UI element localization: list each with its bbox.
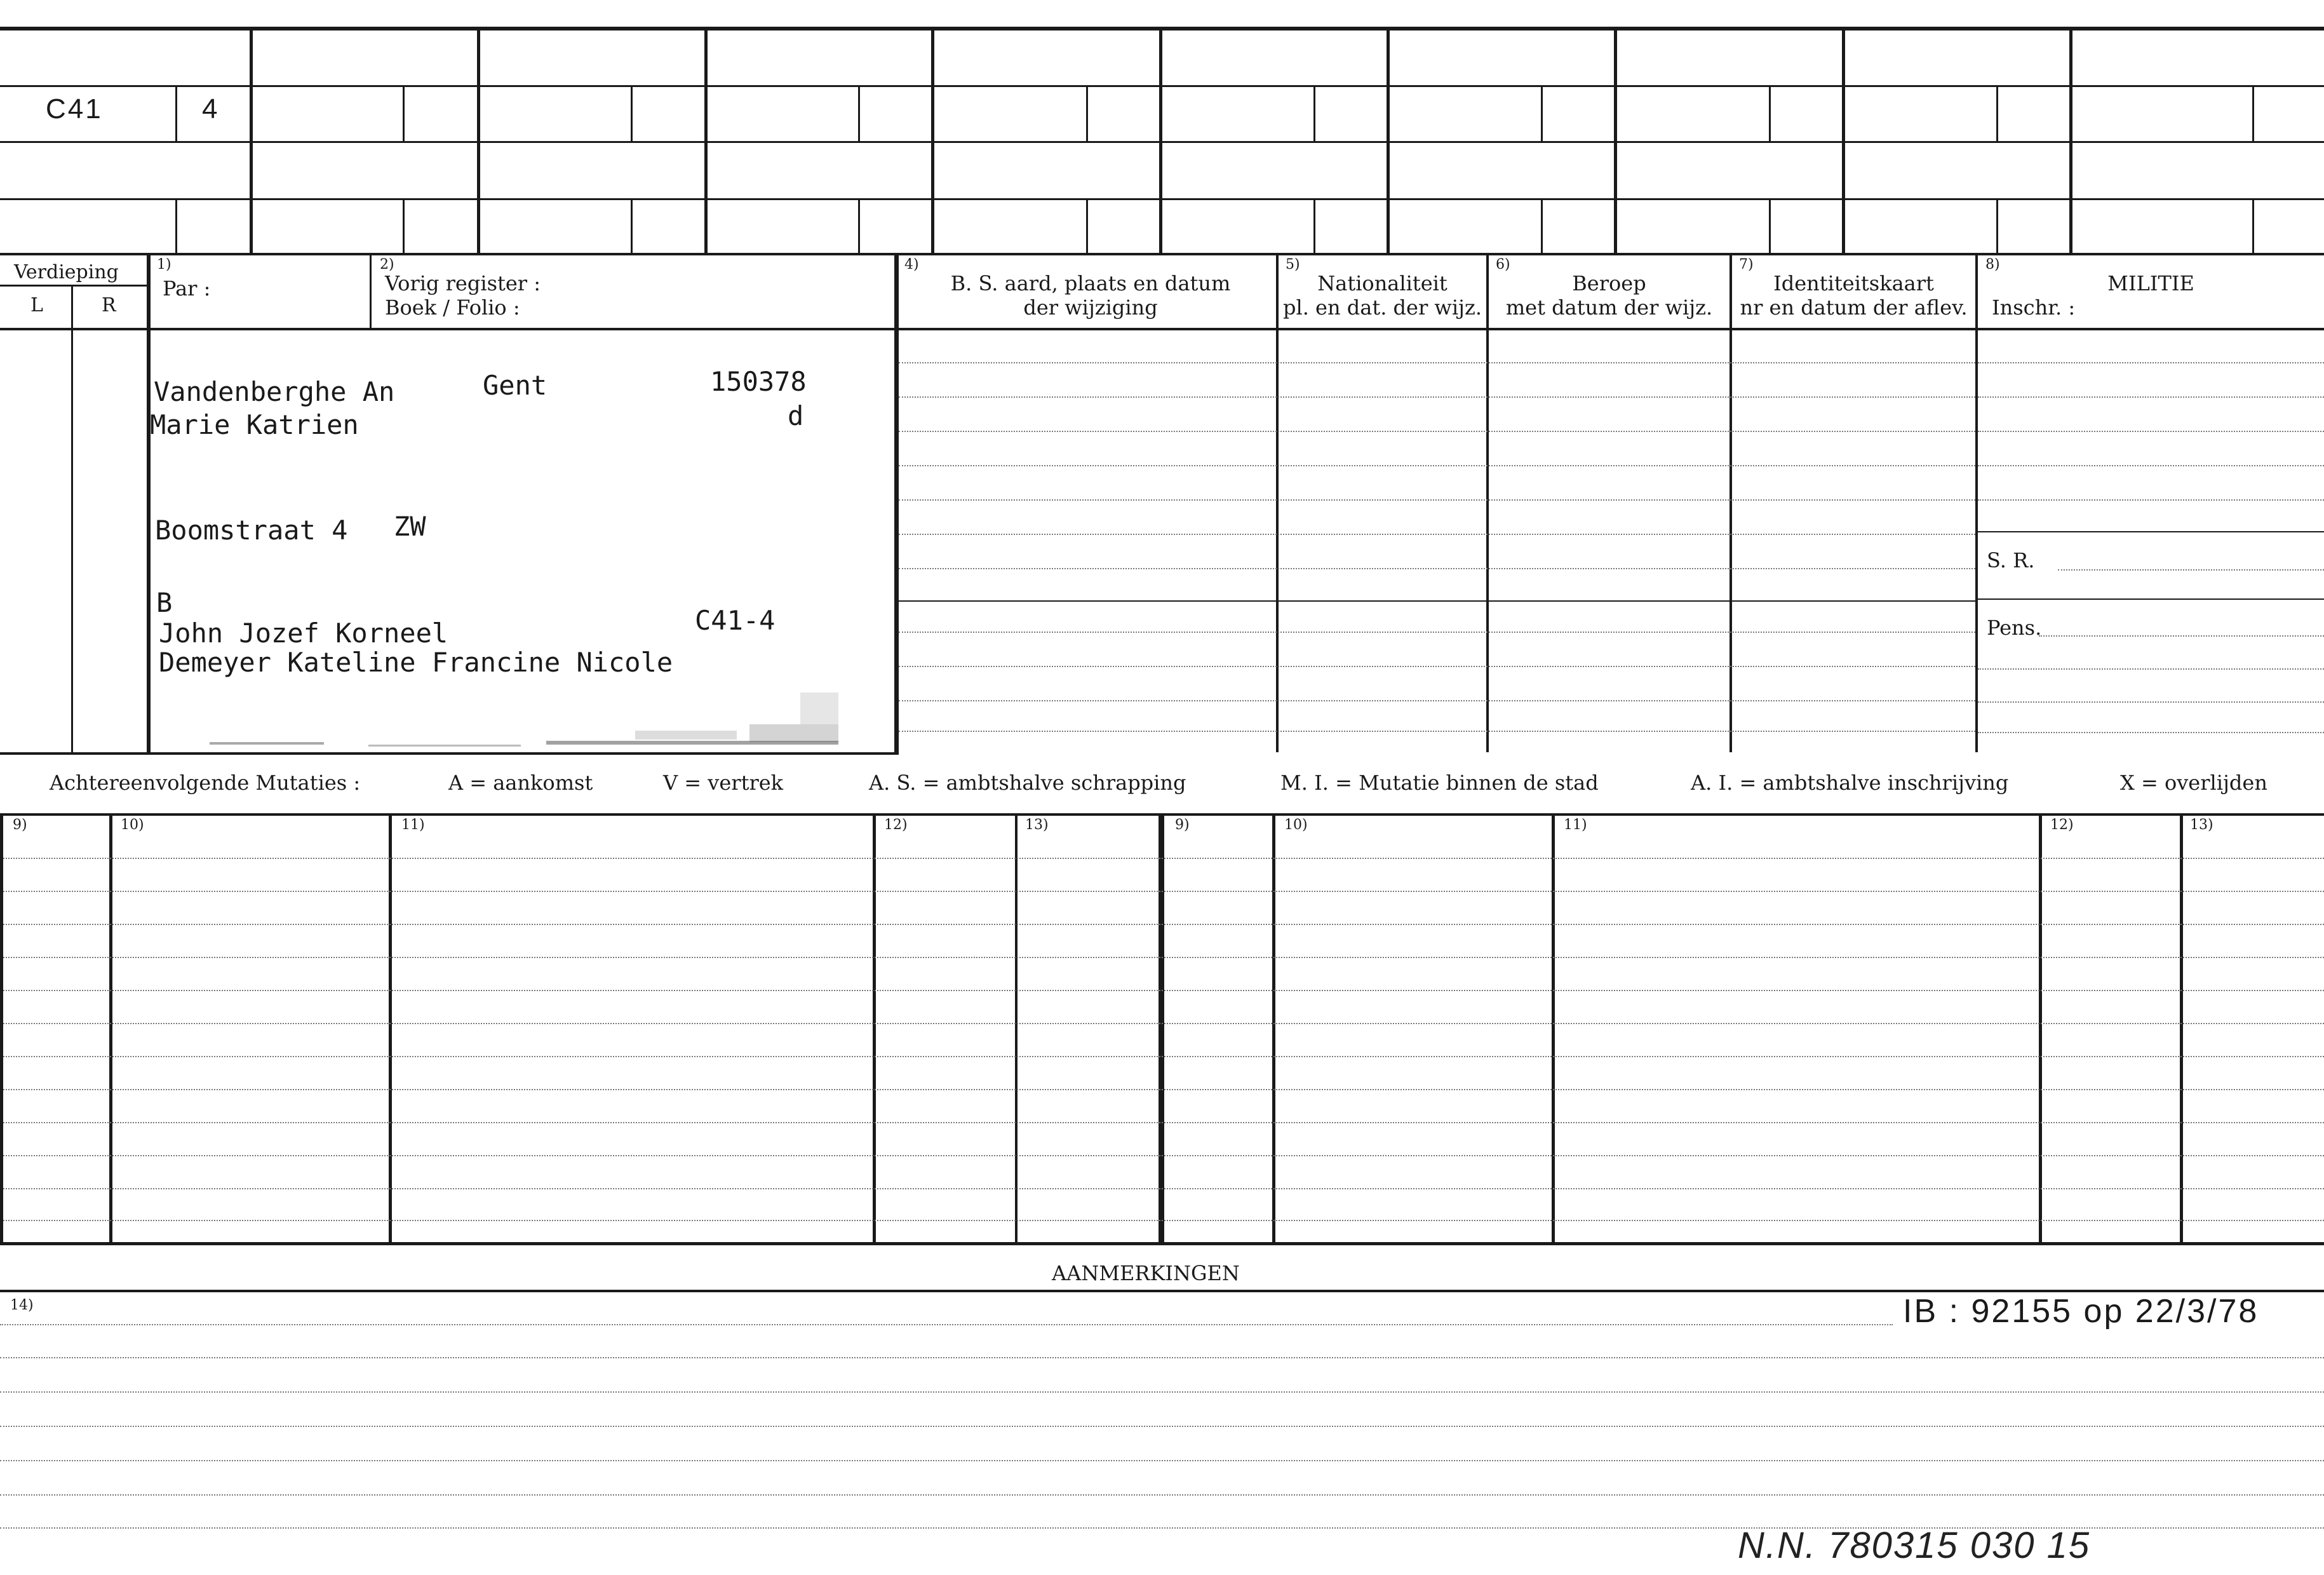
remarks-title: AANMERKINGEN xyxy=(1052,1261,1240,1285)
left-col-11: 11) xyxy=(401,817,425,833)
bs-header-line1: B. S. aard, plaats en datum xyxy=(950,271,1231,295)
person-name-line1: Vandenberghe An xyxy=(154,376,395,407)
address-suffix: ZW xyxy=(394,511,426,542)
legend-vertrek: V = vertrek xyxy=(663,771,784,795)
inschr-label: Inschr. : xyxy=(1992,295,2076,320)
boek-folio-label: Boek / Folio : xyxy=(385,295,520,320)
section-number-5: 5) xyxy=(1286,257,1300,273)
left-col-9: 9) xyxy=(13,817,27,833)
ib-note: IB : 92155 op 22/3/78 xyxy=(1903,1293,2259,1330)
section-number-8: 8) xyxy=(1985,257,2000,273)
section-number-14: 14) xyxy=(10,1297,34,1313)
col-r-label: R xyxy=(102,294,116,316)
right-col-10: 10) xyxy=(1284,817,1308,833)
record-marker: d xyxy=(788,400,804,431)
militie-header: MILITIE xyxy=(2107,271,2194,295)
id-card-header-line1: Identiteitskaart xyxy=(1773,271,1934,295)
mutations-label: Achtereenvolgende Mutaties : xyxy=(50,771,361,795)
birthdate: 150378 xyxy=(710,366,807,397)
legend-mutatie-binnen-stad: M. I. = Mutatie binnen de stad xyxy=(1280,771,1599,795)
right-col-9: 9) xyxy=(1175,817,1190,833)
house-number: 4 xyxy=(202,93,218,125)
right-col-12: 12) xyxy=(2050,817,2074,833)
beroep-header-line2: met datum der wijz. xyxy=(1505,295,1713,320)
beroep-header-line1: Beroep xyxy=(1572,271,1646,295)
legend-ambtshalve-schrapping: A. S. = ambtshalve schrapping xyxy=(869,771,1186,795)
sr-label: S. R. xyxy=(1987,548,2035,572)
nationality-header-line1: Nationaliteit xyxy=(1317,271,1447,295)
legend-ambtshalve-inschrijving: A. I. = ambtshalve inschrijving xyxy=(1691,771,2009,795)
right-col-11: 11) xyxy=(1564,817,1587,833)
relation-code: B xyxy=(156,587,173,618)
register-reference: C41-4 xyxy=(695,605,776,636)
father-name: John Jozef Korneel xyxy=(159,618,448,649)
legend-overlijden: X = overlijden xyxy=(2120,771,2267,795)
mother-name: Demeyer Kateline Francine Nicole xyxy=(159,647,673,678)
left-col-13: 13) xyxy=(1025,817,1049,833)
legend-aankomst: A = aankomst xyxy=(448,771,593,795)
national-number: N.N. 780315 030 15 xyxy=(1738,1525,2091,1566)
section-number-1: 1) xyxy=(157,257,171,273)
scan-noise xyxy=(191,686,845,756)
id-card-header-line2: nr en datum der aflev. xyxy=(1740,295,1968,320)
person-name-line2: Marie Katrien xyxy=(150,409,359,440)
section-number-4: 4) xyxy=(904,257,919,273)
vorig-register-label: Vorig register : xyxy=(385,271,541,295)
bs-header-line2: der wijziging xyxy=(1023,295,1158,320)
col-l-label: L xyxy=(30,294,43,316)
pens-label: Pens. xyxy=(1987,616,2042,640)
address: Boomstraat 4 xyxy=(155,515,348,546)
nationality-header-line2: pl. en dat. der wijz. xyxy=(1282,295,1482,320)
section-number-6: 6) xyxy=(1496,257,1510,273)
left-col-10: 10) xyxy=(121,817,144,833)
section-number-7: 7) xyxy=(1739,257,1754,273)
section-number-2: 2) xyxy=(380,257,394,273)
par-label: Par : xyxy=(163,276,211,301)
left-col-12: 12) xyxy=(884,817,908,833)
birthplace: Gent xyxy=(483,370,547,401)
district-code: C41 xyxy=(46,93,103,125)
right-col-13: 13) xyxy=(2190,817,2213,833)
verdieping-label: Verdieping xyxy=(14,261,119,283)
